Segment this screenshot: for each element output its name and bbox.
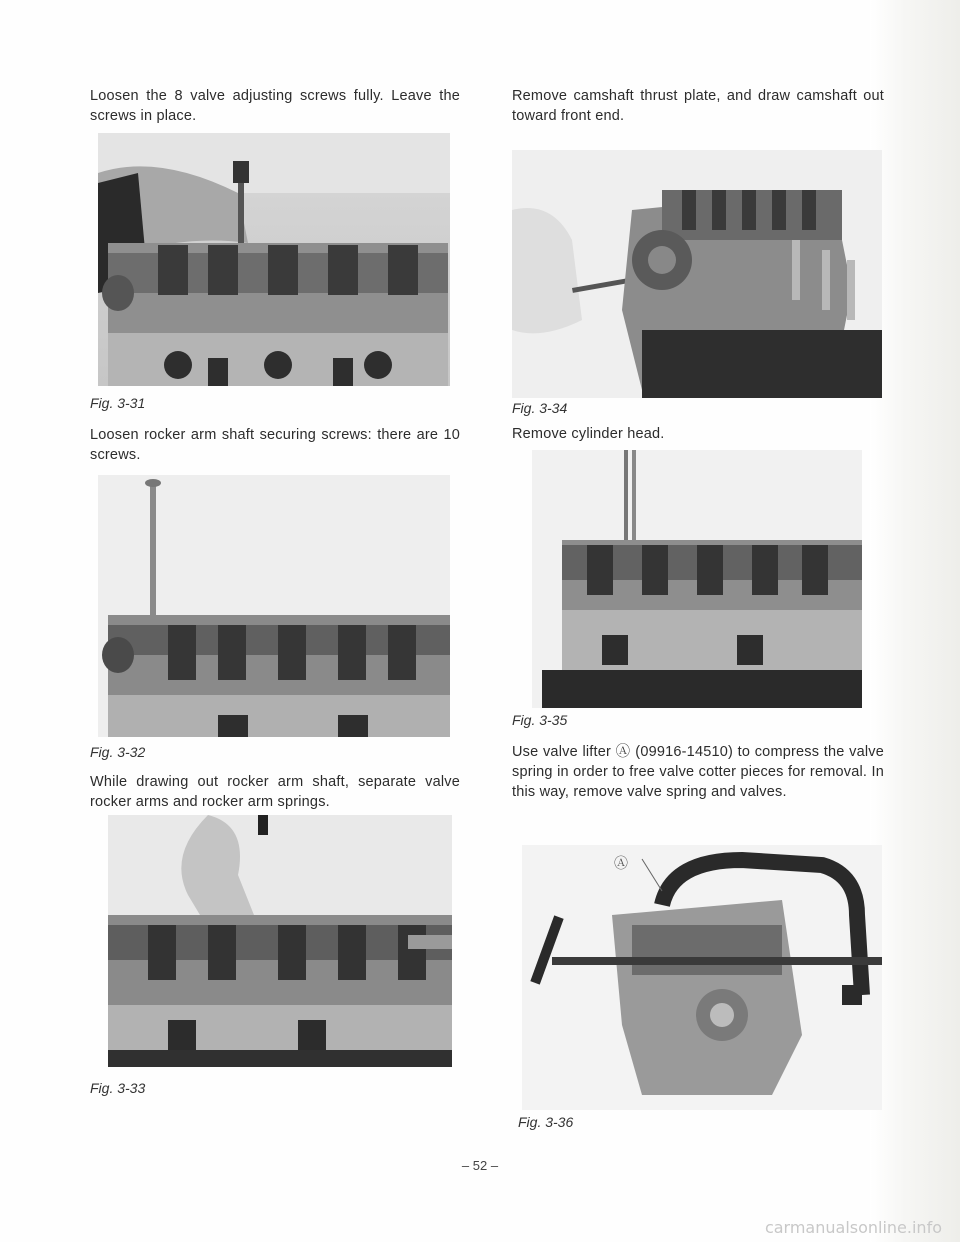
figure-3-31-caption: Fig. 3-31	[90, 395, 146, 411]
figure-3-32-caption: Fig. 3-32	[90, 744, 146, 760]
figure-3-34-caption: Fig. 3-34	[512, 400, 568, 416]
figure-3-34-photo	[512, 150, 882, 398]
figure-3-36-caption: Fig. 3-36	[518, 1114, 574, 1130]
figure-3-35-photo	[532, 450, 862, 708]
figure-3-36-photo	[522, 845, 882, 1110]
valve-lifter-callout-label: Ⓐ	[614, 855, 628, 871]
step-text-draw-out-rocker-shaft: While drawing out rocker arm shaft, separate valve rocker arms and rocker arm springs.	[90, 774, 460, 810]
figure-3-35-caption: Fig. 3-35	[512, 712, 568, 728]
step-text-loosen-shaft-screws: Loosen rocker arm shaft securing screws: there are 10 screws.	[90, 427, 460, 463]
page-edge-shading	[870, 0, 960, 1242]
step-text-use-valve-lifter: Use valve lifter Ⓐ (09916-14510) to compress the valve spring in order to free valve cotter pieces for removal. In this way, remove valve spring and valves.	[512, 744, 884, 800]
figure-3-33-photo	[108, 815, 452, 1067]
step-text-remove-cylinder-head: Remove cylinder head.	[512, 426, 665, 442]
step-text-loosen-adjusting-screws: Loosen the 8 valve adjusting screws fully. Leave the screws in place.	[90, 88, 460, 124]
figure-3-32-photo	[98, 475, 450, 737]
watermark-text: carmanualsonline.info	[764, 1218, 942, 1237]
step-text-remove-camshaft: Remove camshaft thrust plate, and draw camshaft out toward front end.	[512, 88, 884, 124]
page-number: – 52 –	[461, 1158, 499, 1173]
figure-3-31-photo	[98, 133, 450, 386]
figure-3-33-caption: Fig. 3-33	[90, 1080, 146, 1096]
